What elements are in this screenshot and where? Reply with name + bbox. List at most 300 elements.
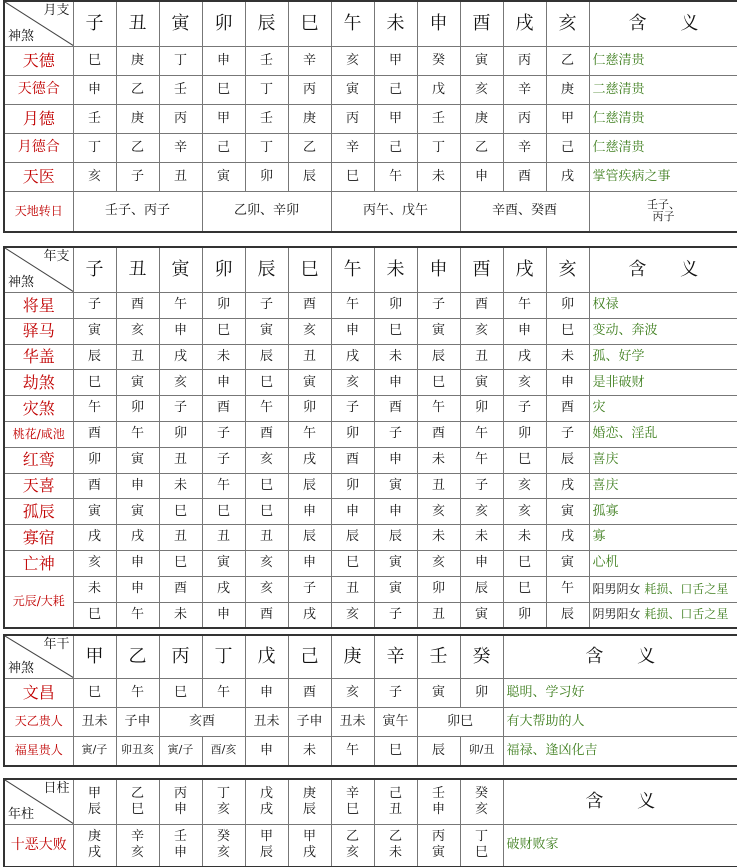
table-cell: 子 — [159, 396, 202, 422]
table-cell: 丙 — [288, 76, 331, 105]
table-cell: 子 — [245, 293, 288, 319]
table-cell: 子 — [374, 679, 417, 708]
table-cell: 甲 — [202, 105, 245, 134]
corner-bottom-label: 神煞 — [8, 660, 35, 676]
table-row — [4, 76, 737, 105]
column-header: 申 — [417, 1, 460, 47]
table-cell: 寅 — [460, 602, 503, 628]
table-cell: 辰 — [288, 473, 331, 499]
header-branch: 申 — [431, 802, 445, 817]
table-cell: 卯 — [331, 473, 374, 499]
table-cell: 子申 — [288, 708, 331, 737]
table-cell: 巳 — [417, 370, 460, 396]
table-cell: 辛 — [503, 134, 546, 163]
meaning-prefix: 阳男阴女 — [592, 581, 641, 596]
corner-top-label: 月支 — [43, 3, 70, 18]
table-cell: 辰 — [245, 344, 288, 370]
table-cell: 酉 — [503, 163, 546, 192]
table-cell: 亥 — [331, 602, 374, 628]
table-cell: 酉 — [116, 293, 159, 319]
table-cell: 亥 — [73, 550, 116, 576]
table-cell: 亥 — [417, 499, 460, 525]
table-cell: 申 — [116, 576, 159, 602]
cell-stem: 辛 — [130, 829, 144, 844]
table-cell: 癸 — [417, 47, 460, 76]
table-cell: 丁 — [245, 76, 288, 105]
meaning-cell: 是非破财 — [589, 370, 737, 396]
column-header: 辰 — [245, 247, 288, 293]
table-cell: 丑 — [202, 525, 245, 551]
table-cell: 丑未 — [73, 708, 116, 737]
header-branch: 辰 — [87, 802, 101, 817]
table-cell: 酉 — [460, 293, 503, 319]
table-cell: 甲 — [546, 105, 589, 134]
meaning-cell — [589, 602, 737, 628]
table-cell: 子 — [417, 293, 460, 319]
row-label: 亡神 — [4, 550, 73, 576]
cell-stem: 乙 — [388, 829, 402, 844]
table-cell: 甲 — [374, 105, 417, 134]
table-cell: 戌 — [288, 447, 331, 473]
table-body — [4, 47, 737, 192]
table-cell: 亥 — [460, 76, 503, 105]
table-cell: 丑 — [159, 163, 202, 192]
row-label: 桃花/咸池 — [4, 421, 73, 447]
table-row-yuanchen — [4, 576, 737, 602]
table-cell: 申 — [245, 679, 288, 708]
table-cell: 卯 — [374, 293, 417, 319]
table-cell: 寅 — [417, 318, 460, 344]
table-cell: 午 — [202, 679, 245, 708]
table-cell: 乙 — [116, 134, 159, 163]
table-cell: 酉 — [73, 421, 116, 447]
row-label: 华盖 — [4, 344, 73, 370]
column-header: 丙 — [159, 635, 202, 679]
table-cell: 庚 — [288, 105, 331, 134]
table-cell: 巳 — [374, 737, 417, 766]
column-header: 卯 — [202, 1, 245, 47]
meaning-cell: 变动、奔波 — [589, 318, 737, 344]
table-cell: 午 — [331, 737, 374, 766]
table-cell: 戊 — [417, 76, 460, 105]
table-row — [4, 499, 737, 525]
table-cell: 庚 — [116, 105, 159, 134]
table-cell: 壬子、丙子 — [73, 192, 202, 232]
table-cell: 亥 — [503, 370, 546, 396]
header-stem: 辛 — [345, 785, 359, 801]
table-cell: 寅 — [417, 679, 460, 708]
table-cell: 酉 — [546, 396, 589, 422]
column-header — [73, 779, 116, 825]
table-cell: 酉 — [288, 679, 331, 708]
table-cell: 巳 — [159, 679, 202, 708]
table-cell: 午 — [116, 679, 159, 708]
table-cell: 午 — [417, 396, 460, 422]
table-cell: 寅/子 — [159, 737, 202, 766]
table-cell: 午 — [460, 421, 503, 447]
table-cell: 亥酉 — [159, 708, 245, 737]
header-stem: 丁 — [216, 785, 230, 801]
meaning-cell: 聪明、学习好 — [503, 679, 737, 708]
table-cell: 酉 — [73, 473, 116, 499]
table-cell: 巳 — [202, 76, 245, 105]
table-cell: 辰 — [331, 525, 374, 551]
header-stem: 戊 — [259, 785, 273, 801]
meaning-cell: 喜庆 — [589, 473, 737, 499]
table-cell: 卯巳 — [417, 708, 503, 737]
table-cell: 壬 — [73, 105, 116, 134]
cell-branch: 寅 — [431, 845, 445, 861]
table-cell: 丙 — [159, 105, 202, 134]
corner-bottom-label: 神煞 — [8, 274, 35, 290]
table-cell: 辛 — [331, 134, 374, 163]
table-cell: 戌 — [546, 473, 589, 499]
cell-branch: 申 — [173, 845, 187, 861]
table-cell: 丁 — [417, 134, 460, 163]
table-cell: 庚 — [116, 47, 159, 76]
table-cell: 亥 — [245, 576, 288, 602]
table-cell: 子 — [202, 447, 245, 473]
table-row — [4, 134, 737, 163]
table-cell: 己 — [374, 134, 417, 163]
table-cell: 己 — [546, 134, 589, 163]
table-cell — [288, 825, 331, 867]
meaning-cell: 二慈清贵 — [589, 76, 737, 105]
table-row — [4, 344, 737, 370]
column-header: 酉 — [460, 1, 503, 47]
row-label: 将星 — [4, 293, 73, 319]
column-header — [245, 779, 288, 825]
row-label: 元辰/大耗 — [4, 576, 73, 628]
header-stem: 丙 — [173, 785, 187, 801]
table-cell: 巳 — [245, 370, 288, 396]
table-cell: 丑 — [331, 576, 374, 602]
table-row-wenchang — [4, 679, 737, 708]
column-header: 辰 — [245, 1, 288, 47]
table-cell: 辛 — [288, 47, 331, 76]
table-cell: 寅 — [245, 318, 288, 344]
table-cell: 丙午、戊午 — [331, 192, 460, 232]
table-cell: 壬 — [417, 105, 460, 134]
header-stem: 乙 — [130, 785, 144, 801]
table-cell: 巳 — [73, 370, 116, 396]
table-cell: 寅 — [460, 370, 503, 396]
meaning-cell: 掌管疾病之事 — [589, 163, 737, 192]
row-label: 十恶大败 — [4, 825, 73, 867]
table-cell: 亥 — [245, 550, 288, 576]
cell-line: 壬子、 — [647, 197, 680, 211]
table-cell: 未 — [202, 344, 245, 370]
table-cell: 卯 — [460, 396, 503, 422]
table-cell: 辰 — [73, 344, 116, 370]
column-header: 子 — [73, 1, 116, 47]
cell-stem: 丙 — [431, 829, 445, 844]
column-header — [331, 779, 374, 825]
table-cell: 寅午 — [374, 708, 417, 737]
table-cell: 未 — [159, 473, 202, 499]
table-row — [4, 473, 737, 499]
table-cell: 子 — [202, 421, 245, 447]
table-year-branch — [3, 246, 737, 629]
table-row — [4, 105, 737, 134]
table-cell: 壬 — [159, 76, 202, 105]
table-cell: 巳 — [503, 447, 546, 473]
meaning-header: 含 义 — [589, 247, 737, 293]
table-cell: 丙 — [331, 105, 374, 134]
column-header — [460, 779, 503, 825]
column-header: 戌 — [503, 247, 546, 293]
column-header: 乙 — [116, 635, 159, 679]
table-cell: 子 — [331, 396, 374, 422]
cell-branch: 戌 — [87, 845, 101, 861]
table-cell: 申 — [202, 370, 245, 396]
cell-branch: 亥 — [216, 845, 230, 861]
table-cell: 卯 — [417, 576, 460, 602]
cell-stem: 乙 — [345, 829, 359, 844]
column-header: 庚 — [331, 635, 374, 679]
table-cell: 未 — [460, 525, 503, 551]
table-cell: 戌 — [331, 344, 374, 370]
table-cell: 未 — [73, 576, 116, 602]
table-cell: 丑未 — [245, 708, 288, 737]
column-header: 己 — [288, 635, 331, 679]
table-cell: 卯 — [503, 421, 546, 447]
table-cell — [202, 825, 245, 867]
column-header: 寅 — [159, 247, 202, 293]
cell-branch: 未 — [388, 845, 402, 861]
header-stem: 甲 — [87, 785, 101, 801]
table-cell: 戌 — [202, 576, 245, 602]
corner-cell — [4, 779, 73, 825]
table-row — [4, 47, 737, 76]
table-header-row — [4, 1, 737, 47]
table-cell: 寅 — [374, 473, 417, 499]
table-cell: 申 — [331, 499, 374, 525]
column-header: 戊 — [245, 635, 288, 679]
table-cell — [73, 825, 116, 867]
table-header-row — [4, 635, 737, 679]
table-cell: 辰 — [417, 344, 460, 370]
table-cell: 申 — [159, 318, 202, 344]
table-cell: 巳 — [159, 550, 202, 576]
table-cell: 庚 — [546, 76, 589, 105]
column-header: 申 — [417, 247, 460, 293]
table-cell: 申 — [116, 473, 159, 499]
table-cell: 未 — [546, 344, 589, 370]
table-cell: 申 — [460, 550, 503, 576]
column-header: 午 — [331, 247, 374, 293]
table-cell: 丑 — [245, 525, 288, 551]
meaning-cell: 有大帮助的人 — [503, 708, 737, 737]
meaning-header: 含 义 — [503, 779, 737, 825]
cell-branch: 亥 — [345, 845, 359, 861]
row-label: 月德 — [4, 105, 73, 134]
table-cell: 酉 — [245, 602, 288, 628]
header-branch: 申 — [173, 802, 187, 817]
table-cell: 午 — [116, 421, 159, 447]
table-cell: 卯 — [245, 163, 288, 192]
meaning-cell: 福禄、逢凶化吉 — [503, 737, 737, 766]
table-cell: 寅 — [73, 499, 116, 525]
table-cell: 酉 — [417, 421, 460, 447]
table-cell: 巳 — [202, 318, 245, 344]
header-branch: 戌 — [259, 802, 273, 817]
table-row-yuanchen — [4, 602, 737, 628]
table-row — [4, 550, 737, 576]
table-cell: 未 — [417, 447, 460, 473]
column-header: 辛 — [374, 635, 417, 679]
table-cell — [331, 825, 374, 867]
table-cell: 寅/子 — [73, 737, 116, 766]
table-cell: 丑 — [159, 447, 202, 473]
meaning-cell: 寡 — [589, 525, 737, 551]
table-cell: 午 — [331, 293, 374, 319]
table-body — [4, 293, 737, 577]
table-cell: 戌 — [503, 344, 546, 370]
table-cell: 申 — [73, 76, 116, 105]
table-cell: 卯 — [202, 293, 245, 319]
header-branch: 丑 — [388, 802, 402, 817]
table-cell: 乙 — [116, 76, 159, 105]
row-label: 天医 — [4, 163, 73, 192]
table-cell: 卯 — [73, 447, 116, 473]
meaning-header: 含 义 — [503, 635, 737, 679]
table-cell: 亥 — [288, 318, 331, 344]
cell-stem: 庚 — [87, 829, 101, 844]
table-cell: 丑 — [417, 473, 460, 499]
table-cell: 寅 — [202, 550, 245, 576]
header-stem: 己 — [388, 785, 402, 801]
table-cell: 乙卯、辛卯 — [202, 192, 331, 232]
table-cell: 子 — [374, 421, 417, 447]
column-header: 丁 — [202, 635, 245, 679]
corner-top-label: 日柱 — [43, 781, 70, 796]
table-month-branch — [3, 0, 737, 233]
row-label: 红鸾 — [4, 447, 73, 473]
table-cell: 巳 — [73, 47, 116, 76]
cell-branch: 戌 — [302, 845, 316, 861]
column-header: 未 — [374, 1, 417, 47]
table-cell: 辛 — [159, 134, 202, 163]
table-cell: 巳 — [374, 318, 417, 344]
row-label: 天喜 — [4, 473, 73, 499]
table-row-fuxing — [4, 737, 737, 766]
table-cell: 巳 — [245, 499, 288, 525]
meaning-cell: 喜庆 — [589, 447, 737, 473]
cell-line: 丙子 — [652, 210, 675, 224]
table-cell: 丑 — [417, 602, 460, 628]
table-row — [4, 293, 737, 319]
table-cell: 寅 — [202, 163, 245, 192]
corner-cell — [4, 247, 73, 293]
table-row — [4, 421, 737, 447]
table-cell: 未 — [159, 602, 202, 628]
table-cell: 子 — [460, 473, 503, 499]
meaning-cell: 孤寡 — [589, 499, 737, 525]
column-header: 午 — [331, 1, 374, 47]
header-stem: 壬 — [431, 785, 445, 801]
table-cell: 辰 — [374, 525, 417, 551]
meaning-cell: 灾 — [589, 396, 737, 422]
table-cell: 申 — [331, 318, 374, 344]
table-cell: 申 — [546, 370, 589, 396]
table-header-row — [4, 779, 737, 825]
cell-stem: 甲 — [259, 829, 273, 844]
corner-top-label: 年支 — [43, 249, 70, 264]
table-cell: 酉 — [374, 396, 417, 422]
table-cell: 亥 — [331, 370, 374, 396]
table-cell: 巳 — [73, 602, 116, 628]
column-header: 未 — [374, 247, 417, 293]
meaning-header: 含 义 — [589, 1, 737, 47]
header-stem: 庚 — [302, 785, 316, 801]
cell-branch: 亥 — [130, 845, 144, 861]
column-header: 癸 — [460, 635, 503, 679]
table-cell: 辰 — [546, 447, 589, 473]
corner-cell — [4, 1, 73, 47]
column-header: 巳 — [288, 247, 331, 293]
corner-cell — [4, 635, 73, 679]
column-header: 巳 — [288, 1, 331, 47]
table-cell: 戌 — [288, 602, 331, 628]
table-cell: 酉 — [331, 447, 374, 473]
table-row — [4, 447, 737, 473]
row-label: 天德 — [4, 47, 73, 76]
table-cell: 子 — [116, 163, 159, 192]
table-cell: 寅 — [116, 499, 159, 525]
meaning-cell: 孤、好学 — [589, 344, 737, 370]
meaning-prefix: 阴男阳女 — [592, 607, 641, 622]
table-cell: 子 — [73, 293, 116, 319]
table-cell: 申 — [202, 47, 245, 76]
table-cell: 未 — [288, 737, 331, 766]
table-cell: 丑 — [116, 344, 159, 370]
meaning-text: 耗损、口舌之星 — [644, 581, 729, 596]
table-cell: 丙 — [503, 47, 546, 76]
corner-bottom-label: 神煞 — [8, 28, 35, 44]
row-label: 福星贵人 — [4, 737, 73, 766]
table-cell: 申 — [288, 499, 331, 525]
table-cell: 巳 — [73, 679, 116, 708]
table-cell — [460, 825, 503, 867]
table-cell: 丙 — [503, 105, 546, 134]
table-year-stem — [3, 634, 737, 767]
cell-branch: 辰 — [259, 845, 273, 861]
table-cell: 午 — [546, 576, 589, 602]
column-header: 卯 — [202, 247, 245, 293]
table-cell: 寅 — [73, 318, 116, 344]
table-cell: 巳 — [159, 499, 202, 525]
table-cell: 辰 — [546, 602, 589, 628]
row-label: 孤辰 — [4, 499, 73, 525]
table-cell: 酉 — [288, 293, 331, 319]
table-cell: 申 — [460, 163, 503, 192]
table-cell: 戌 — [73, 525, 116, 551]
table-cell: 午 — [460, 447, 503, 473]
row-label: 灾煞 — [4, 396, 73, 422]
table-header-row — [4, 247, 737, 293]
row-label: 天地转日 — [4, 192, 73, 232]
table-cell: 己 — [374, 76, 417, 105]
meaning-text: 耗损、口舌之星 — [644, 607, 729, 622]
table-cell: 午 — [116, 602, 159, 628]
table-cell: 寅 — [116, 447, 159, 473]
table-cell: 辰 — [288, 525, 331, 551]
table-cell: 丑 — [159, 525, 202, 551]
table-cell: 卯丑亥 — [116, 737, 159, 766]
table-cell: 戌 — [159, 344, 202, 370]
table-cell: 丑 — [288, 344, 331, 370]
